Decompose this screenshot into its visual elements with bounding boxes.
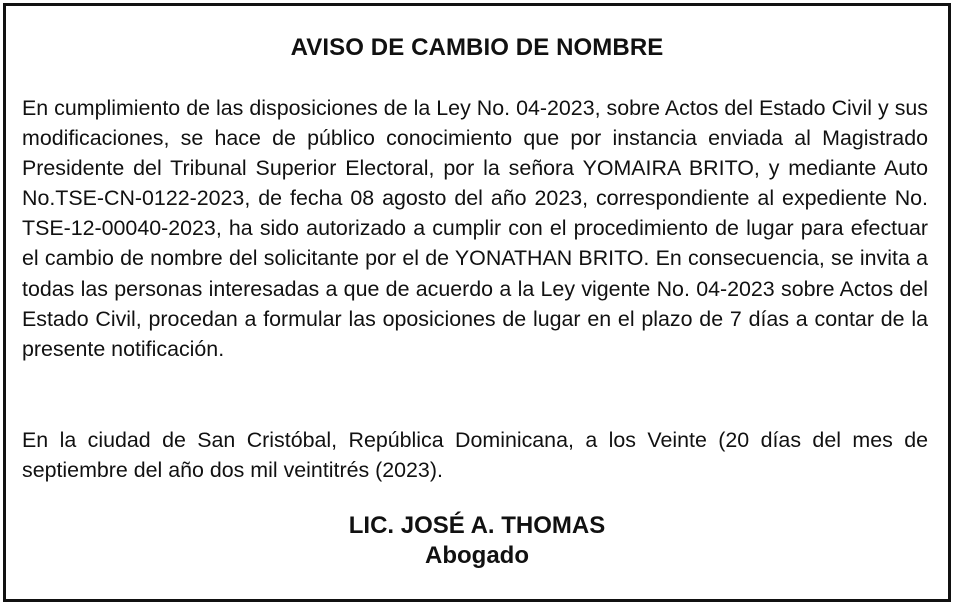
notice-title: AVISO DE CAMBIO DE NOMBRE <box>290 34 664 61</box>
notice-frame <box>3 3 951 602</box>
signature-role: Abogado <box>425 542 529 569</box>
notice-body-paragraph: En cumplimiento de las disposiciones de la Ley No. 04-2023, sobre Actos del Estado Civil y sus modificaciones, se hace de público conocimiento que por instancia enviada al Magistrado Presidente del Tribunal Superior Electoral, por la señora YOMAIRA BRITO, y mediante Auto No.TSE-CN-0122-2023, de fecha 08 agosto del año 2023, correspondiente al expediente No. TSE-12-00040-2023, ha sido autorizado a cumplir con el procedimiento de lugar para efectuar el cambio de nombre del solicitante por el de YONATHAN BRITO. En consecuencia, se invita a todas las personas interesadas a que de acuerdo a la Ley vigente No. 04-2023 sobre Actos del Estado Civil, procedan a formular las oposiciones de lugar en el plazo de 7 días a contar de la presente notificación. <box>22 96 928 361</box>
signature-name: LIC. JOSÉ A. THOMAS <box>348 512 606 539</box>
signature-block <box>6 511 948 571</box>
notice-date-paragraph: En la ciudad de San Cristóbal, República Dominicana, a los Veinte (20 días del mes de septiembre del año dos mil veintitrés (2023). <box>22 428 928 483</box>
